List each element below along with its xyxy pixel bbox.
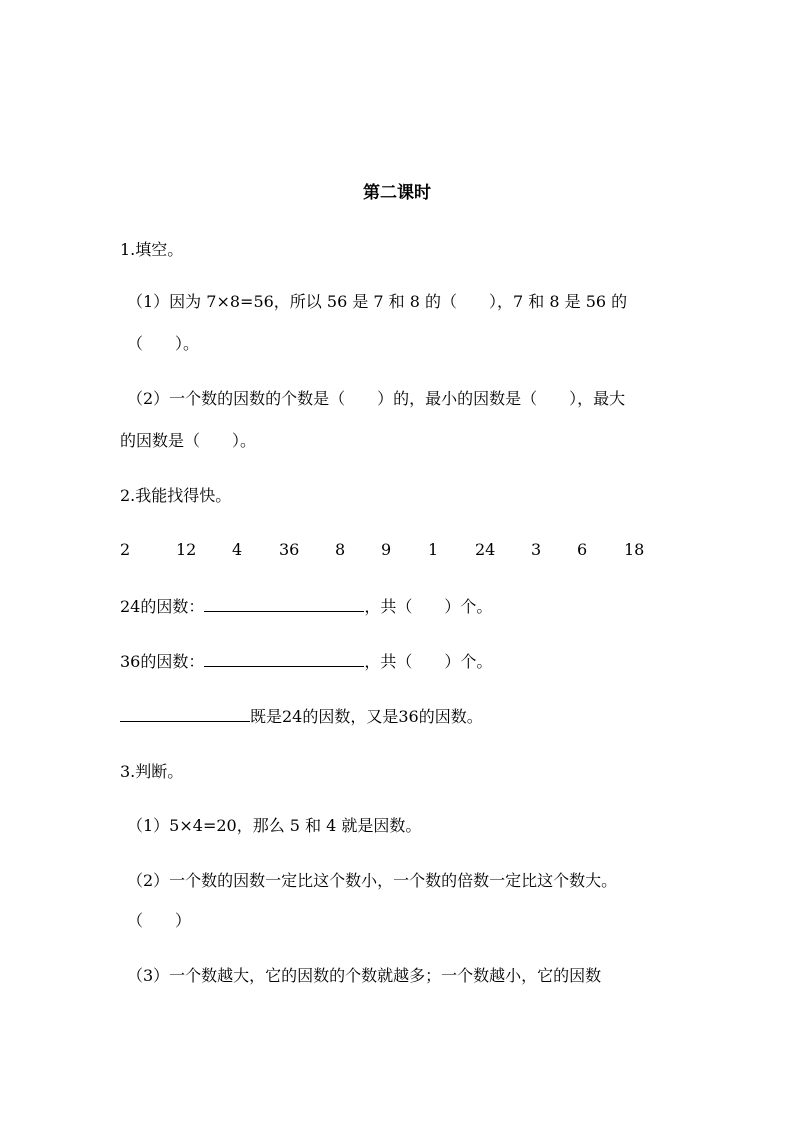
s3-q3-line1: （3）一个数越大，它的因数的个数就越多；一个数越小，它的因数 xyxy=(127,966,602,985)
s3-q2-line2: （ ） xyxy=(127,911,192,930)
factors-24-line xyxy=(120,595,492,618)
factors-24-blank[interactable] xyxy=(204,595,364,612)
number-item: 12 xyxy=(176,540,197,559)
factors-24-label: 24的因数： xyxy=(120,597,205,616)
number-item: 6 xyxy=(577,540,588,559)
number-item: 2 xyxy=(120,540,131,559)
factors-24-count: ，共（ ）个。 xyxy=(364,597,493,616)
s1-q2-line2: 的因数是（ ）。 xyxy=(120,431,257,450)
s1-q1-line2: （ ）。 xyxy=(127,334,200,353)
s3-q2-line1: （2）一个数的因数一定比这个数小，一个数的倍数一定比这个数大。 xyxy=(127,871,618,890)
s1-q1-line1: （1）因为 7×8=56，所以 56 是 7 和 8 的（ ），7 和 8 是 56 的 xyxy=(127,292,628,311)
factors-36-blank[interactable] xyxy=(204,650,364,667)
number-item: 9 xyxy=(381,540,392,559)
factors-36-line xyxy=(120,650,492,673)
number-item: 3 xyxy=(531,540,542,559)
number-item: 1 xyxy=(428,540,439,559)
section2-heading: 2.我能找得快。 xyxy=(120,486,232,505)
common-factors-text: 既是24的因数，又是36的因数。 xyxy=(250,707,483,726)
number-item: 4 xyxy=(232,540,243,559)
section3-heading: 3.判断。 xyxy=(120,762,184,781)
factors-36-count: ，共（ ）个。 xyxy=(364,652,493,671)
number-item: 8 xyxy=(335,540,346,559)
number-item: 24 xyxy=(475,540,496,559)
common-factors-blank[interactable] xyxy=(120,705,250,722)
s3-q1: （1）5×4=20，那么 5 和 4 就是因数。 xyxy=(127,816,422,835)
number-item: 18 xyxy=(624,540,645,559)
factors-36-label: 36的因数： xyxy=(120,652,205,671)
common-factors-line xyxy=(120,705,483,728)
s1-q2-line1: （2）一个数的因数的个数是（ ）的，最小的因数是（ ），最大 xyxy=(127,389,626,408)
section1-heading: 1.填空。 xyxy=(120,240,184,259)
number-item: 36 xyxy=(279,540,300,559)
page-title: 第二课时 xyxy=(363,183,431,203)
